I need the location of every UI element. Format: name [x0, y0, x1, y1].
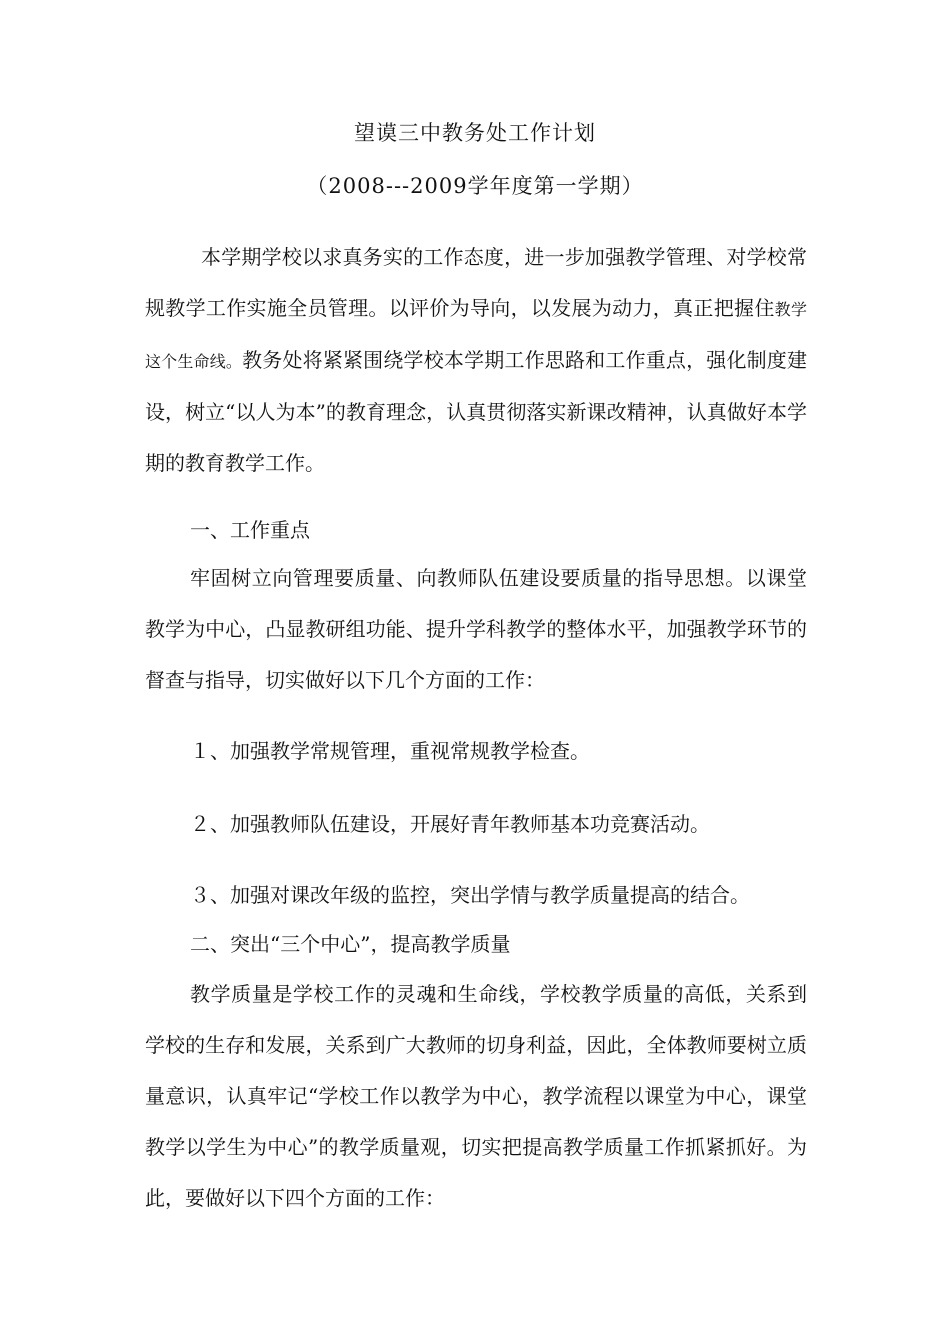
intro-text-part3: 教务处将紧紧围绕学校本学期工作思路和工作重点，强化制度建设，树立“以人为本”的教育理念，认真贯彻落实新课改精神，认真做好本学期的教育教学工作。 [145, 348, 807, 475]
document-title: 望谟三中教务处工作计划 [354, 121, 596, 145]
intro-text-part1: 本学期学校以求真务实的工作态度，进一步加强教学管理、对学校常规教学工作实施全员管理。以评价为导向，以发展为动力，真正把握住 [145, 245, 807, 320]
section-1-paragraph: 牢固树立向管理要质量、向教师队伍建设要质量的指导思想。以课堂教学为中心，凸显教研组功能、提升学科教学的整体水平，加强教学环节的督查与指导，切实做好以下几个方面的工作： [145, 566, 807, 692]
section-1-item-3: ３、加强对课改年级的监控，突出学情与教学质量提高的结合。 [190, 883, 750, 907]
section-2-paragraph: 教学质量是学校工作的灵魂和生命线，学校教学质量的高低，关系到学校的生存和发展，关系到广大教师的切身利益，因此，全体教师要树立质量意识，认真牢记“学校工作以教学为中心，教学流程以课堂为中心，课堂教学以学生为中心”的教学质量观，切实把提高教学质量工作抓紧抓好。为此，要做好以下四个方面的工作： [145, 982, 807, 1210]
section-1-item-2: ２、加强教师队伍建设，开展好青年教师基本功竞赛活动。 [190, 812, 710, 836]
intro-text-small: 教学这个生命线。 [145, 300, 807, 371]
section-1-item-1: １、加强教学常规管理，重视常规教学检查。 [190, 739, 590, 763]
document-subtitle: （2008---2009学年度第一学期） [306, 174, 644, 198]
section-2-heading: 二、突出“三个中心”，提高教学质量 [190, 932, 511, 956]
section-1-heading: 一、工作重点 [190, 518, 310, 542]
intro-paragraph [145, 232, 807, 489]
